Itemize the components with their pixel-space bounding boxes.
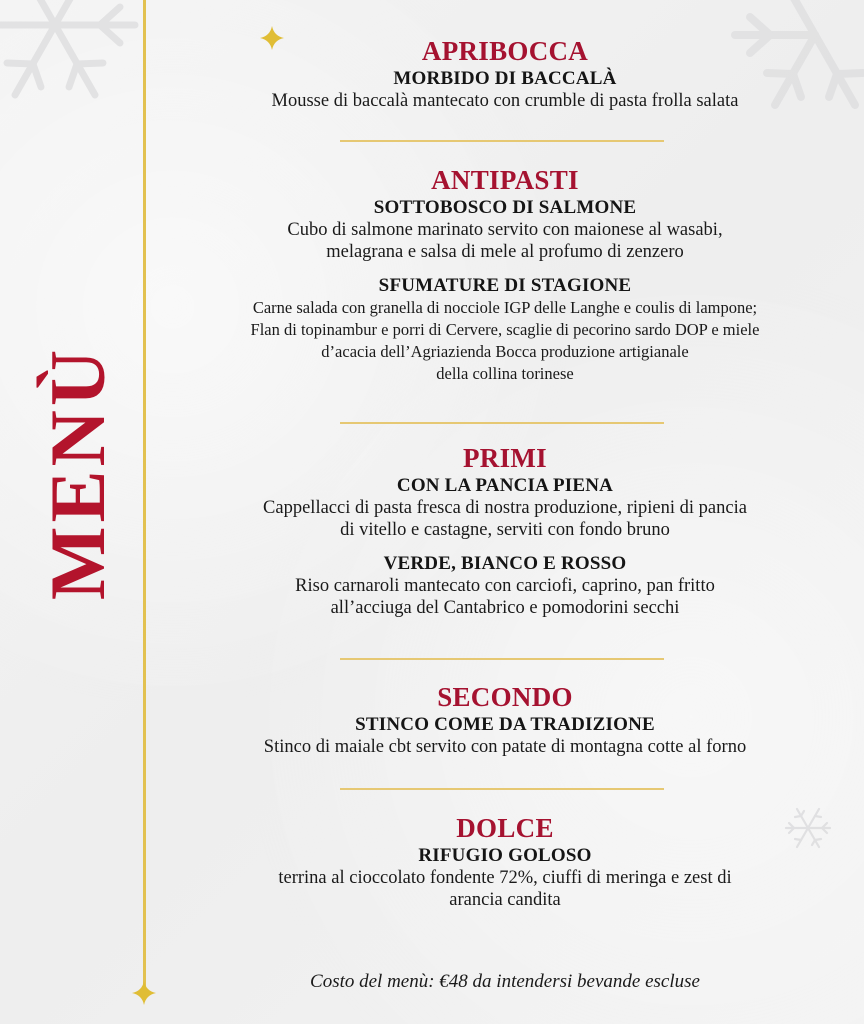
section-dolce bbox=[160, 813, 850, 911]
dish-name: RIFUGIO GOLOSO bbox=[418, 845, 592, 866]
dish-description: di vitello e castagne, serviti con fondo bruno bbox=[340, 520, 670, 540]
dish-description: Flan di topinambur e porri di Cervere, scaglie di pecorino sardo DOP e miele bbox=[250, 320, 760, 339]
sparkle-star-bottom-icon bbox=[131, 980, 157, 1006]
menu-vertical-title: MENÙ bbox=[34, 345, 121, 601]
dish-description: terrina al cioccolato fondente 72%, ciuffi di meringa e zest di bbox=[278, 868, 732, 888]
dish-description: Stinco di maiale cbt servito con patate di montagna cotte al forno bbox=[263, 737, 747, 757]
dish-name: SFUMATURE DI STAGIONE bbox=[378, 275, 632, 296]
dish bbox=[160, 68, 850, 112]
section-title: SECONDO bbox=[437, 682, 573, 712]
dish-description: Mousse di baccalà mantecato con crumble di pasta frolla salata bbox=[271, 91, 739, 111]
dish-description: arancia candita bbox=[449, 890, 561, 910]
dish-description: d’acacia dell’Agriazienda Bocca produzione artigianale bbox=[321, 342, 689, 361]
dish-description: Carne salada con granella di nocciole IGP delle Langhe e coulis di lampone; bbox=[252, 298, 758, 317]
dish-description: della collina torinese bbox=[436, 364, 574, 383]
dish bbox=[160, 553, 850, 619]
dish bbox=[160, 275, 850, 385]
dish-description: all’acciuga del Cantabrico e pomodorini secchi bbox=[330, 598, 680, 618]
gold-vertical-line bbox=[143, 0, 146, 990]
dish bbox=[160, 475, 850, 541]
section-secondo bbox=[160, 682, 850, 758]
dish-description: Cappellacci di pasta fresca di nostra produzione, ripieni di pancia bbox=[263, 498, 747, 518]
dish-description: Cubo di salmone marinato servito con maionese al wasabi, bbox=[287, 220, 723, 240]
gold-separator bbox=[340, 140, 664, 142]
dish bbox=[160, 714, 850, 758]
section-primi bbox=[160, 443, 850, 619]
section-antipasti bbox=[160, 165, 850, 385]
section-title: ANTIPASTI bbox=[431, 165, 579, 195]
gold-separator bbox=[340, 658, 664, 660]
dish-description: Riso carnaroli mantecato con carciofi, caprino, pan fritto bbox=[295, 576, 715, 596]
dish-name: CON LA PANCIA PIENA bbox=[396, 475, 614, 496]
dish-name: SOTTOBOSCO DI SALMONE bbox=[373, 197, 637, 218]
section-apribocca bbox=[160, 36, 850, 112]
price-note: Costo del menù: €48 da intendersi bevande escluse bbox=[310, 971, 700, 992]
section-title: DOLCE bbox=[456, 813, 554, 843]
dish bbox=[160, 845, 850, 911]
dish-name: STINCO COME DA TRADIZIONE bbox=[355, 714, 655, 735]
section-title: PRIMI bbox=[463, 443, 547, 473]
gold-separator bbox=[340, 422, 664, 424]
dish bbox=[160, 197, 850, 263]
dish-name: VERDE, BIANCO E ROSSO bbox=[383, 553, 627, 574]
dish-description: melagrana e salsa di mele al profumo di zenzero bbox=[326, 242, 684, 262]
section-title: APRIBOCCA bbox=[421, 36, 589, 66]
snowflake-top-left-icon bbox=[0, 0, 150, 110]
gold-separator bbox=[340, 788, 664, 790]
dish-name: MORBIDO DI BACCALÀ bbox=[393, 68, 617, 89]
